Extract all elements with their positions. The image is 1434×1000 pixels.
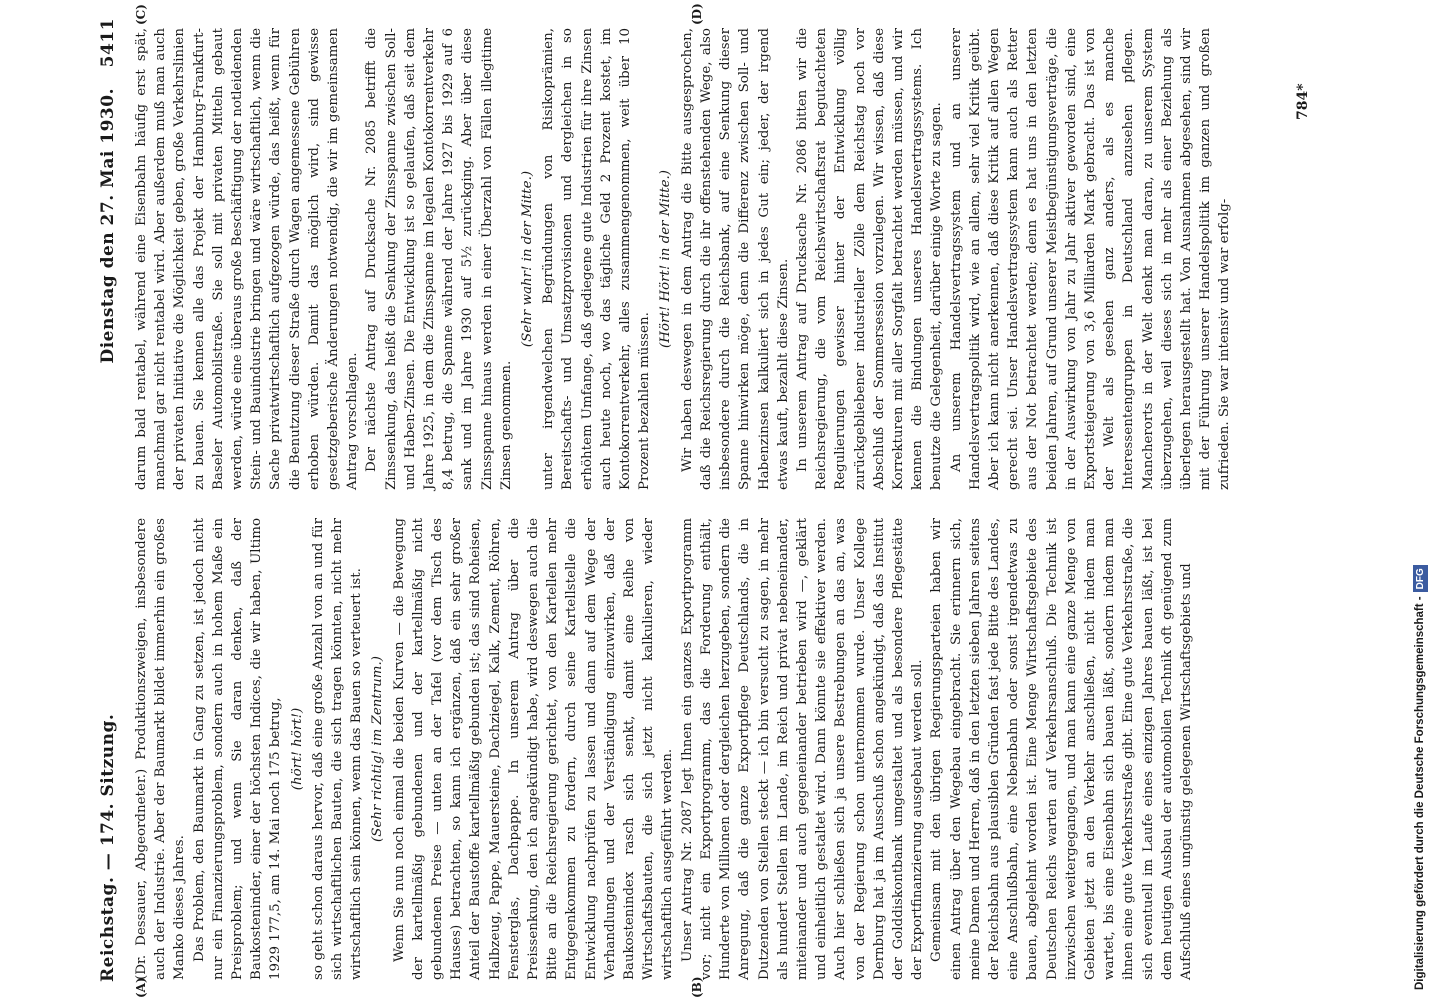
- margin-mark-c: (C): [134, 4, 148, 25]
- rotated-page-frame: [90, 0, 1330, 1000]
- left-column-paragraph: Gemeinsam mit den übrigen Regierungsparteien haben wir einen Antrag über den Wegebau eingebracht. Sie erinnern sich, meine Damen und Herren, daß in den letzten sieben Jahren seitens der Reichsbahn aus plausiblen Gründen fast jede Bitte des Landes, eine Anschlußbahn, eine Nebenbahn oder sonst irgendetwas zu bauen, abgelehnt worden ist. Eine Menge Wirtschaftsgebiete des Deutschen Reichs warten auf Verkehrsanschluß. Die Technik ist inzwischen weitergegangen, und man kann eine ganze Menge von Gebieten jetzt an den Verkehr anschließen, nicht indem man wartet, bis eine Eisenbahn sich bauen läßt, sondern indem man ihnen eine gute Verkehrsstraße gibt. Eine gute Verkehrsstraße, die sich eventuell im Laufe eines einzigen Jahres bauen läßt, ist bei dem heutigen Ausbau der automobilen Technik oft genügend zum Aufschluß eines ungünstig gelegenen Wirtschaftsgebiets und: [929, 518, 1194, 980]
- right-column-paragraph: unter irgendwelchen Begründungen von Risikoprämien, Bereitschafts- und Umsatzprovisionen und dergleichen in so erhöhtem Umfange, daß gediegene gute Industrien für ihre Zinsen auch heute noch, wo das tägliche Geld 2 Prozent kostet, im Kontokorrentverkehr, alles zusammengenommen, weit über 10 Prozent bezahlen müssen.: [541, 28, 653, 490]
- header-left: Reichstag. — 174. Sitzung.: [98, 713, 118, 982]
- margin-mark-d: (D): [690, 3, 704, 25]
- right-column-paragraph: An unserem Handelsvertragssystem und an unserer Handelsvertragspolitik wird, wie an allem, sehr viel Kritik geübt. Aber ich kann nicht anerkennen, daß diese Kritik auf allen Wegen gerecht sei. Unser Handelsvertragssystem kann auch als Retter aus der Not betrachtet werden; denn es hat uns in den letzten beiden Jahren, auf Grund unserer Meistbegünstigungsverträge, die in der Auswirkung von Jahr zu Jahr aktiver geworden sind, eine Exportsteigerung von 3,6 Milliarden Mark gebracht. Das ist von der Welt als gesehen ganz anders, als es manche Interessentengruppen in Deutschland anzusehen pflegen. Mancherorts in der Welt denkt man daran, zu unserem System überzugehen, weil dieses sich in mehr als einer Beziehung als überlegen herausgestellt hat. Von Ausnahmen abgesehen, sind wir mit der Führung unserer Handelspolitik im ganzen und großen zufrieden. Sie war intensiv und war erfolg-: [948, 28, 1233, 490]
- page: [90, 0, 1330, 1000]
- signature-mark: 784*: [1295, 83, 1311, 120]
- right-column-paragraph: darum bald rentabel, während eine Eisenbahn häufig erst spät, manchmal gar nicht rentabel wird. Aber außerdem muß man auch der privaten Initiative die Möglichkeit geben, große Verkehrslinien zu bauen. Sie kennen alle das Projekt der Hamburg-Frankfurt-Baseler Automobilstraße. Sie soll mit privaten Mitteln gebaut werden, würde eine überaus große Beschäftigung der notleidenden Stein- und Bauindustrie bringen und wäre wirtschaftlich, wenn die Sache privatwirtschaftlich aufgezogen würde, das heißt, wenn für die Benutzung dieser Straße durch Wagen angemessene Gebühren erhoben würden. Damit das möglich wird, sind gewisse gesetzgeberische Änderungen notwendig, die wir im gemeinsamen Antrag vorschlagen.: [134, 28, 361, 490]
- right-column-paragraph: Der nächste Antrag auf Drucksache Nr. 2085 betrifft die Zinssenkung, das heißt die Senkung der Zinsspanne zwischen Soll- und Haben-Zinsen. Die Entwicklung ist so gelaufen, daß seit dem Jahre 1925, in dem die Zinsspanne im legalen Kontokorrentverkehr 8,4 betrug, die Spanne während der Jahre 1927 bis 1929 auf 6 sank und im Jahre 1930 auf 5½ zurückging. Aber über diese Zinsspanne hinaus werden in einer Überzahl von Fällen illegitime Zinsen genommen.: [364, 28, 514, 490]
- left-column-paragraph: Wenn Sie nun noch einmal die beiden Kurven — die Bewegung der kartellmäßig gebundenen und der kartellmäßig nicht gebundenen Preise — unten an der Tafel (vor dem Tisch des Hauses) betrachten, so kann ich ergänzen, daß ein sehr großer Anteil der Baustoffe kartellmäßig gebunden ist; das sind Roheisen, Halbzeug, Pappe, Mauersteine, Dachziegel, Kalk, Zement, Röhren, Fensterglas, Dachpappe. In unserem Antrag über die Preissenkung, den ich angekündigt habe, wird deswegen auch die Bitte an die Reichsregierung gerichtet, von den Kartellen mehr Entgegenkommen zu fordern, durch seine Kartellstelle die Entwicklung nachprüfen zu lassen und dann auf dem Wege der Verhandlungen und der Verständigung einzuwirken, daß der Baukostenindex rasch sich senkt, damit eine Reihe von Wirtschaftsbauten, die sich jetzt nicht kalkulieren, wieder wirtschaftlich ausgeführt werden.: [391, 518, 676, 980]
- page-number: 5411: [98, 18, 118, 68]
- left-column-paragraph: (Dr. Dessauer, Abgeordneter.) Produktionszweigen, insbesondere auch der Industrie. Aber der Baumarkt bildet immerhin ein großes Manko dieses Jahres.: [134, 518, 188, 980]
- right-column-paragraph: Wir haben deswegen in dem Antrag die Bitte ausgesprochen, daß die Reichsregierung durch die ihr offenstehenden Wege, also insbesondere durch die Reichsbank, auf eine Senkung dieser Spanne hinwirken möge, denn die Differenz zwischen Soll- und Habenzinsen kalkuliert sich in jedes Gut ein; jeder, der irgend etwas kauft, bezahlt diese Zinsen.: [679, 28, 791, 490]
- margin-mark-b: (B): [690, 976, 704, 998]
- left-column-paragraph: Unser Antrag Nr. 2087 legt Ihnen ein ganzes Exportprogramm vor; nicht ein Exportprogramm, das die Forderung enthält, Hunderte von Millionen oder dergleichen herzugeben, sondern die Anregung, daß die ganze Exportpflege Deutschlands, die in Dutzenden von Stellen steckt — ich bin versucht zu sagen, in mehr als hundert Stellen im Lande, im Reich und privat nebeneinander, miteinander und auch gegeneinander betrieben wird —, geklärt und einheitlich gestaltet wird. Dann könnte sie effektiver werden. Auch hier schließen sich ja unsere Bestrebungen an das an, was von der Regierung schon unternommen wurde. Unser Kollege Dernburg hat ja im Ausschuß schon angekündigt, daß das Institut der Golddiskontbank umgestaltet und als besondere Pflegestätte der Exportfinanzierung ausgebaut werden soll.: [679, 518, 926, 980]
- right-column-paragraph: (Hört! Hört! in der Mitte.): [658, 169, 674, 349]
- side-note-text: Digitalisierung gefördert durch die Deutsche Forschungsgemeinschaft -: [1414, 596, 1426, 990]
- side-note: [1406, 10, 1430, 990]
- right-column: [132, 28, 1235, 490]
- left-column-paragraph: (Sehr richtig! im Zentrum.): [370, 656, 386, 842]
- left-column: [132, 518, 1196, 980]
- right-column-paragraph: In unserem Antrag auf Drucksache Nr. 2086 bitten wir die Reichsregierung, die vom Reichswirtschaftsrat begutachteten Regulierungen gewisser hinter der Entwicklung völlig zurückgebliebener industrieller Zölle dem Reichstag noch vor Abschluß der Sommersession vorzulegen. Wir wissen, daß diese Korrekturen mit aller Sorgfalt betrachtet werden müssen, und wir kennen die Bindungen unseres Handelsvertragssystems. Ich benutze die Gelegenheit, darüber einige Worte zu sagen.: [794, 28, 945, 490]
- running-header: [98, 18, 128, 982]
- dfg-logo: DFG: [1413, 565, 1428, 592]
- left-column-paragraph: (hört! hört!): [289, 707, 305, 791]
- left-column-paragraph: Das Problem, den Baumarkt in Gang zu setzen, ist jedoch nicht nur ein Finanzierungsproblem, sondern auch in hohem Maße ein Preisproblem; und wenn Sie daran denken, daß der Baukosteninder, einer der höchsten Indices, die wir haben, Ultimo 1929 177,5, am 14. Mai noch 175 betrug,: [191, 518, 284, 980]
- left-column-paragraph: so geht schon daraus hervor, daß eine große Anzahl von an und für sich wirtschaftlichen Bauten, die sich tragen könnten, nicht mehr wirtschaftlich sein können, wenn das Bauen so verteuert ist.: [310, 518, 365, 980]
- margin-mark-a: (A): [134, 977, 148, 998]
- right-column-paragraph: (Sehr wahr! in der Mitte.): [520, 170, 536, 348]
- header-center: Dienstag den 27. Mai 1930.: [98, 88, 118, 364]
